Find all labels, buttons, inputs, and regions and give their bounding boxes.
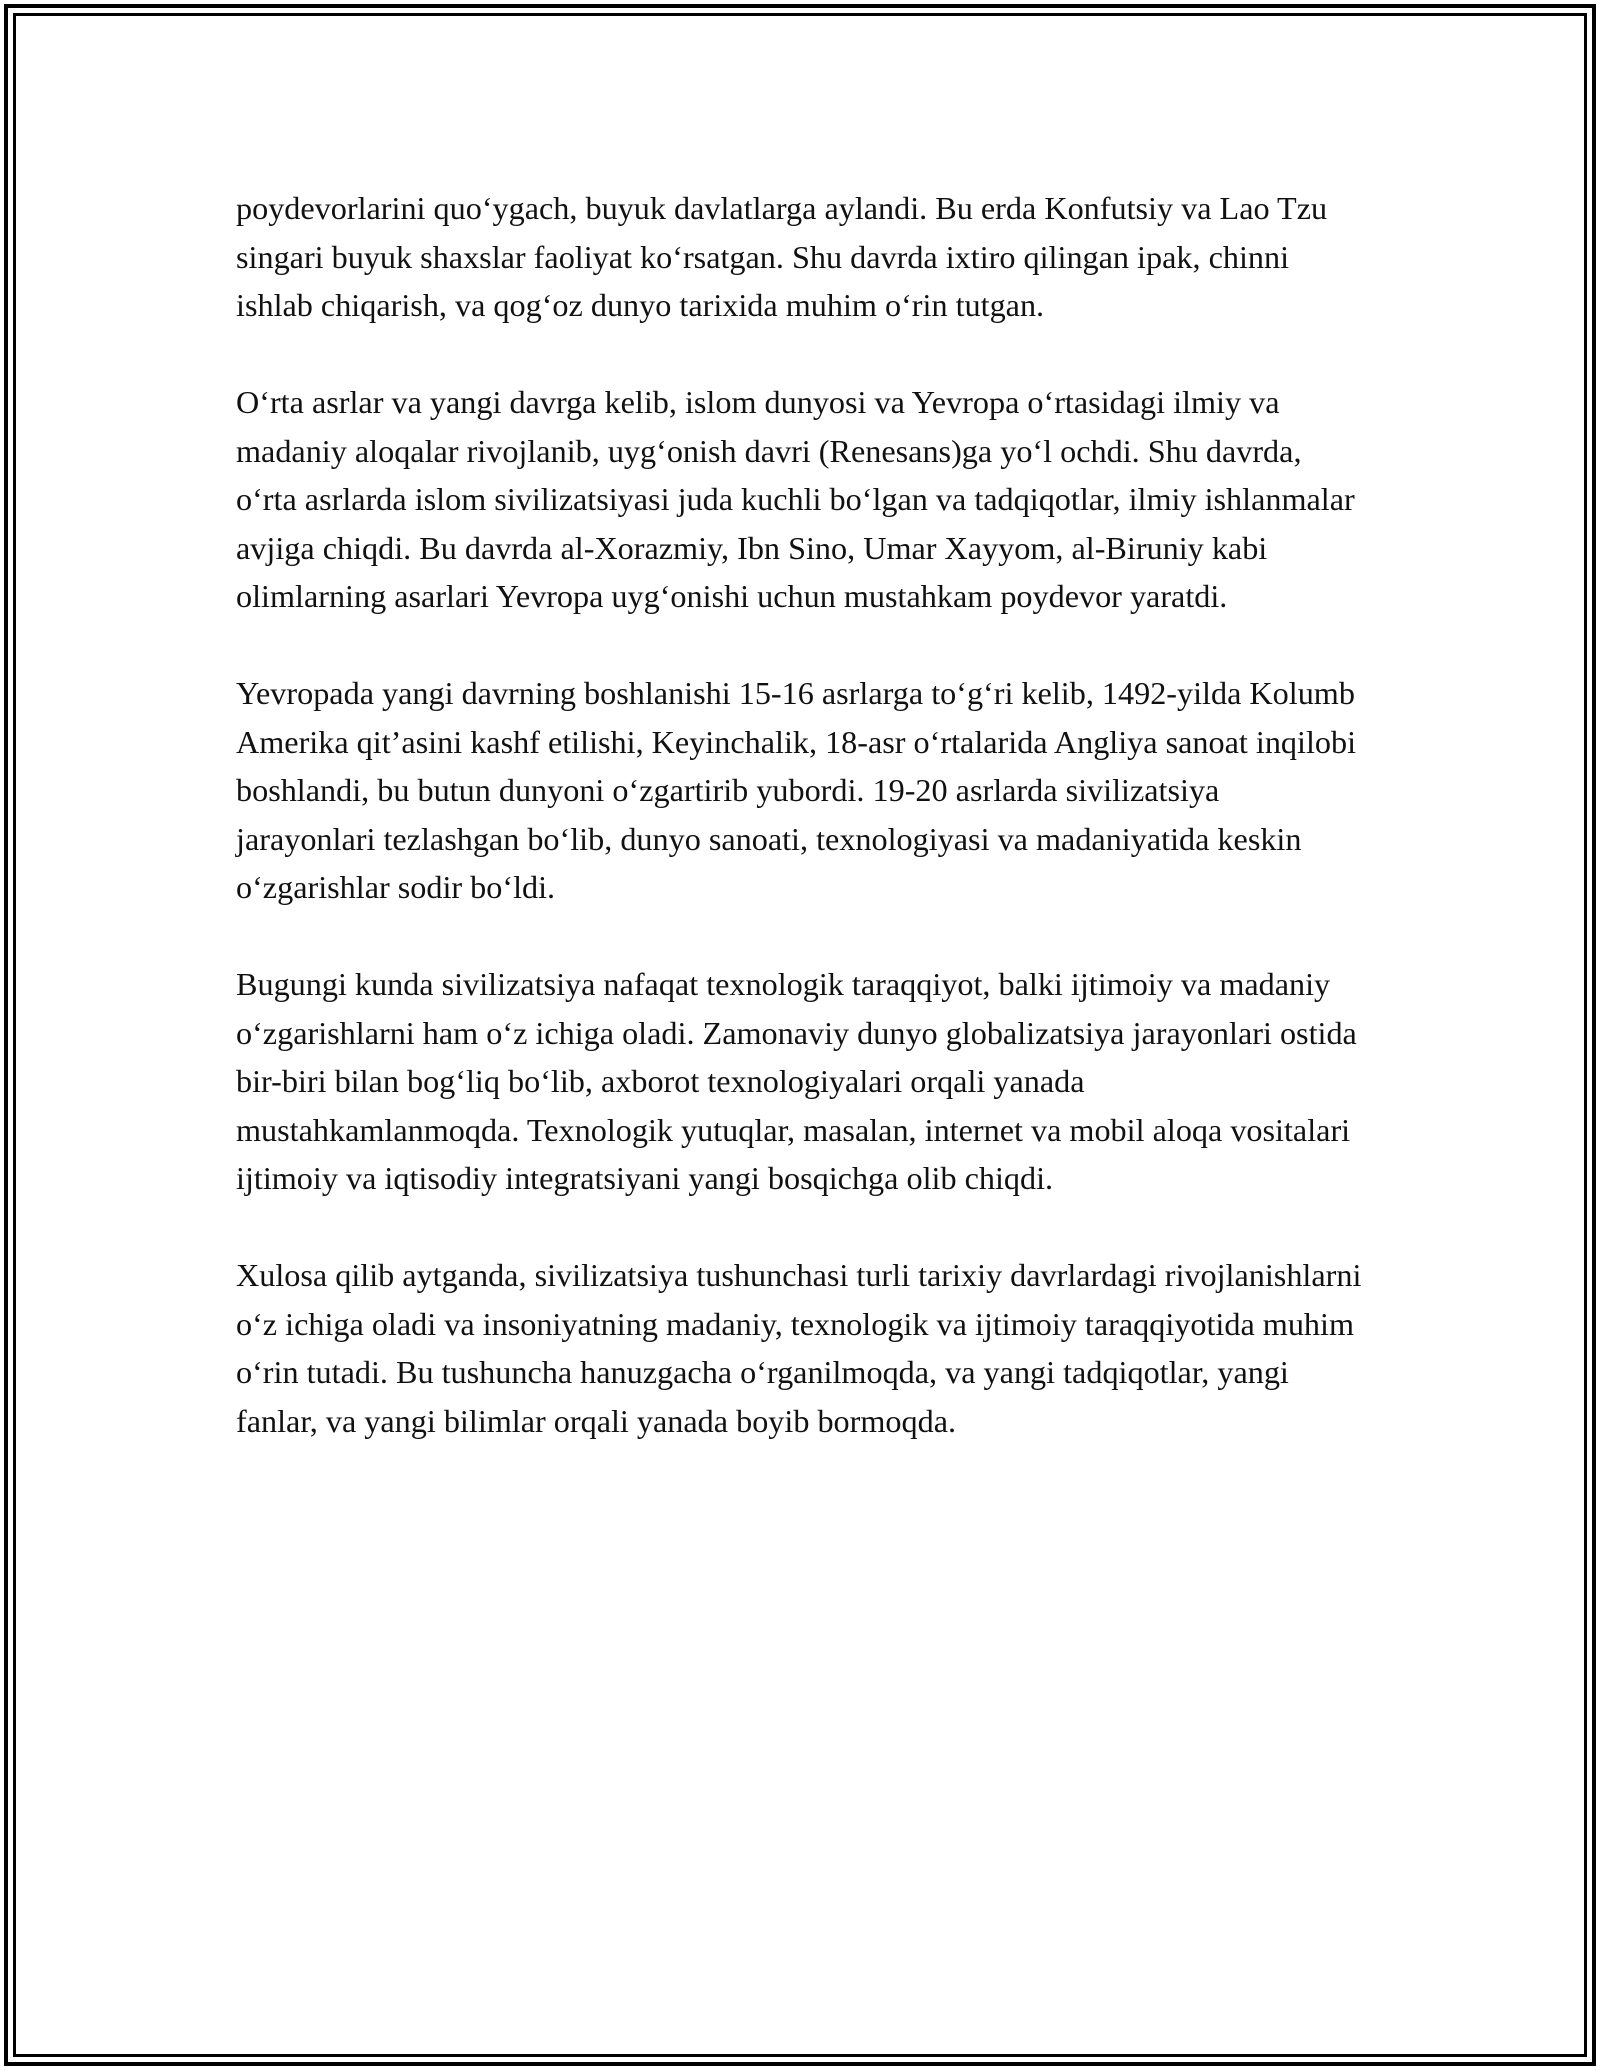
paragraph-2: O‘rta asrlar va yangi davrga kelib, islom dunyosi va Yevropa o‘rtasidagi ilmiy va madaniy aloqalar rivojlanib, uyg‘onish davri (Renesans)ga yo‘l ochdi. Shu davrda, o‘rta asrlarda islom sivilizatsiyasi juda kuchli bo‘lgan va tadqiqotlar, ilmiy ishlanmalar avjiga chiqdi. Bu davrda al-Xorazmiy, Ibn Sino, Umar Xayyom, al-Biruniy kabi olimlarning asarlari Yevropa uyg‘onishi uchun mustahkam poydevor yaratdi. <box>236 384 1355 614</box>
paragraph-3: Yevropada yangi davrning boshlanishi 15-16 asrlarga to‘g‘ri kelib, 1492-yilda Kolumb Amerika qit’asini kashf etilishi, Keyinchalik, 18-asr o‘rtalarida Angliya sanoat inqilobi boshlandi, bu butun dunyoni o‘zgartirib yubordi. 19-20 asrlarda sivilizatsiya jarayonlari tezlashgan bo‘lib, dunyo sanoati, texnologiyasi va madaniyatida keskin o‘zgarishlar sodir bo‘ldi. <box>236 675 1357 905</box>
paragraph-1: poydevorlarini quo‘ygach, buyuk davlatlarga aylandi. Bu erda Konfutsiy va Lao Tzu singari buyuk shaxslar faoliyat ko‘rsatgan. Shu davrda ixtiro qilingan ipak, chinni ishlab chiqarish, va qog‘oz dunyo tarixida muhim o‘rin tutgan. <box>236 190 1328 323</box>
document-body <box>236 184 1366 1494</box>
paragraph-4: Bugungi kunda sivilizatsiya nafaqat texnologik taraqqiyot, balki ijtimoiy va madaniy o‘zgarishlarni ham o‘z ichiga oladi. Zamonaviy dunyo globalizatsiya jarayonlari ostida bir-biri bilan bog‘liq bo‘lib, axborot texnologiyalari orqali yanada mustahkamlanmoqda. Texnologik yutuqlar, masalan, internet va mobil aloqa vositalari ijtimoiy va iqtisodiy integratsiyani yangi bosqichga olib chiqdi. <box>236 966 1357 1196</box>
paragraph-5: Xulosa qilib aytganda, sivilizatsiya tushunchasi turli tarixiy davrlardagi rivojlanishlarni o‘z ichiga oladi va insoniyatning madaniy, texnologik va ijtimoiy taraqqiyotida muhim o‘rin tutadi. Bu tushuncha hanuzgacha o‘rganilmoqda, va yangi tadqiqotlar, yangi fanlar, va yangi bilimlar orqali yanada boyib bormoqda. <box>236 1257 1362 1439</box>
